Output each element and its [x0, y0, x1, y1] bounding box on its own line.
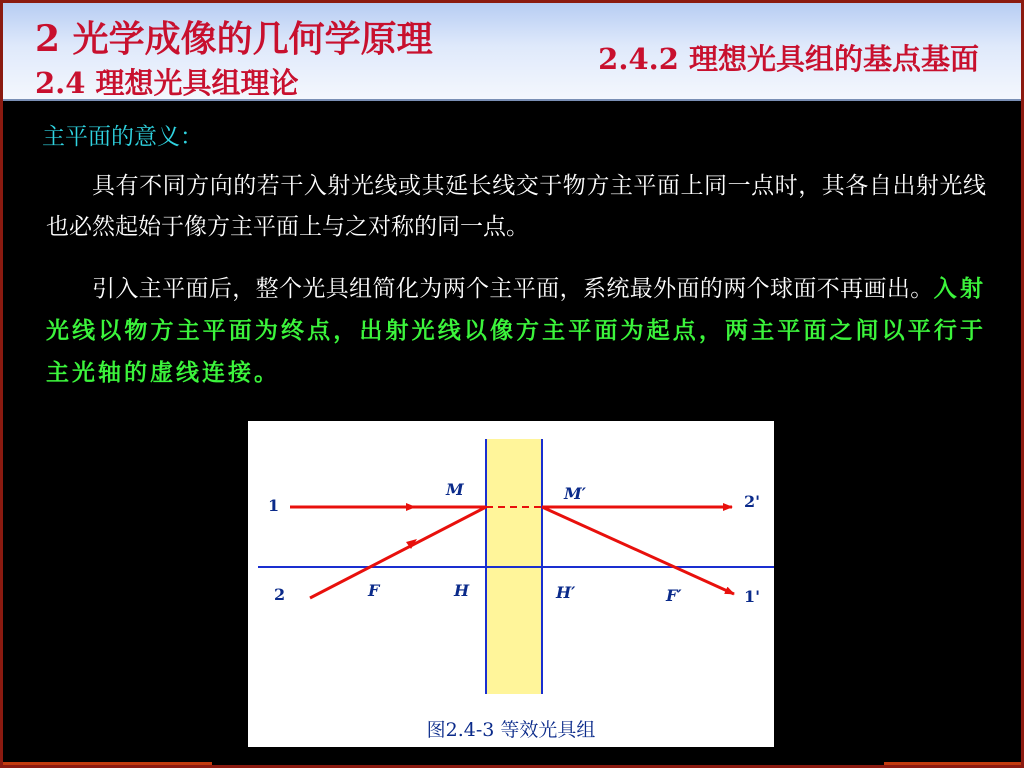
paragraph-2-text: 引入主平面后，整个光具组简化为两个主平面，系统最外面的两个球面不再画出。 [92, 276, 934, 302]
label-ray-2-prime: 2' [744, 492, 761, 511]
label-H-prime: H′ [556, 583, 576, 602]
label-H: H [454, 581, 470, 600]
subsection-title: 2.4.2 理想光具组的基点基面 [598, 42, 979, 76]
label-ray-2: 2 [274, 585, 286, 604]
ray-1-outgoing [542, 507, 734, 594]
slide-header [3, 3, 1021, 101]
figure-diagram [248, 421, 774, 747]
section-title: 2.4 理想光具组理论 [35, 66, 299, 100]
label-ray-1: 1 [268, 496, 280, 515]
footer-accent-left [0, 762, 212, 768]
paragraph-1: 具有不同方向的若干入射光线或其延长线交于物方主平面上同一点时，其各自出射光线也必然起始于像方主平面上与之对称的同一点。 [46, 173, 986, 240]
ray-1-arrow [406, 503, 416, 511]
label-M: M [446, 480, 464, 499]
chapter-title: 2 光学成像的几何学原理 [35, 18, 433, 60]
label-F: F [368, 581, 380, 600]
paragraph-2 [46, 268, 986, 394]
label-F-prime: F′ [666, 586, 682, 605]
equivalent-system-figure [248, 421, 774, 747]
content-heading: 主平面的意义： [42, 124, 203, 150]
footer-accent-right [884, 762, 1024, 768]
label-M-prime: M′ [564, 484, 586, 503]
paragraph-2-highlight: 入射光线以物方主平面为终点，出射光线以像方主平面为起点，两主平面之间以平行于主光轴的虚线连接。 [46, 275, 987, 386]
figure-caption: 图2.4-3 等效光具组 [426, 719, 596, 741]
label-ray-1-prime: 1' [744, 587, 761, 606]
